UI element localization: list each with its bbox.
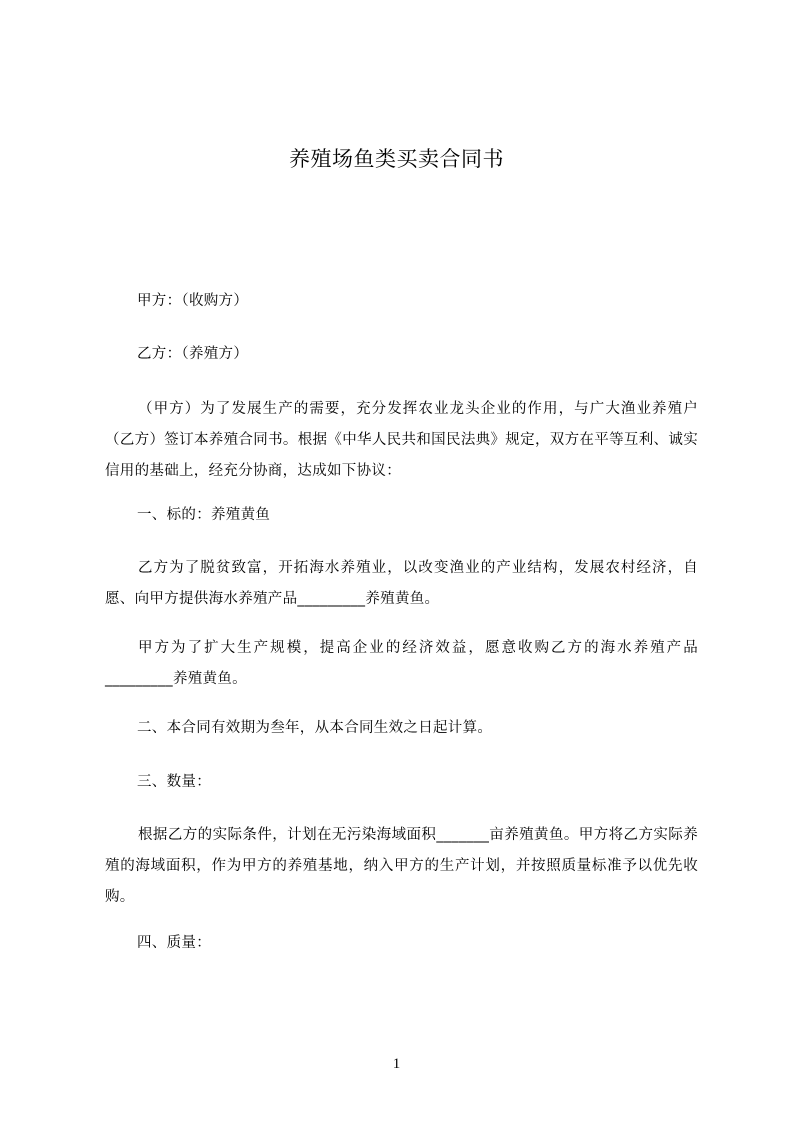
party-b-line: 乙方：（养殖方） (137, 346, 249, 362)
section-1-paragraph-1: 乙方为了脱贫致富，开拓海水养殖业，以改变渔业的产业结构，发展农村经济，自愿、向甲方提供海水养殖产品_________养殖黄鱼。 (105, 560, 698, 607)
page-number: 1 (392, 1056, 401, 1072)
section-2-term: 二、本合同有效期为叁年，从本合同生效之日起计算。 (137, 720, 493, 736)
section-1-heading: 一、标的：养殖黄鱼 (137, 507, 271, 523)
section-3-heading: 三、数量： (137, 774, 211, 790)
section-1-paragraph-2: 甲方为了扩大生产规模，提高企业的经济效益，愿意收购乙方的海水养殖产品_________养殖黄鱼。 (105, 640, 698, 687)
document-title: 养殖场鱼类买卖合同书 (289, 147, 504, 171)
party-a-line: 甲方：（收购方） (137, 293, 249, 309)
section-4-heading: 四、质量： (137, 935, 211, 951)
intro-paragraph: （甲方）为了发展生产的需要，充分发挥农业龙头企业的作用，与广大渔业养殖户（乙方）签订本养殖合同书。根据《中华人民共和国民法典》规定，双方在平等互利、诚实信用的基础上，经充分协商，达成如下协议： (105, 401, 698, 479)
section-3-paragraph: 根据乙方的实际条件，计划在无污染海域面积_______亩养殖黄鱼。甲方将乙方实际养殖的海域面积，作为甲方的养殖基地，纳入甲方的生产计划，并按照质量标准予以优先收购。 (105, 827, 698, 905)
